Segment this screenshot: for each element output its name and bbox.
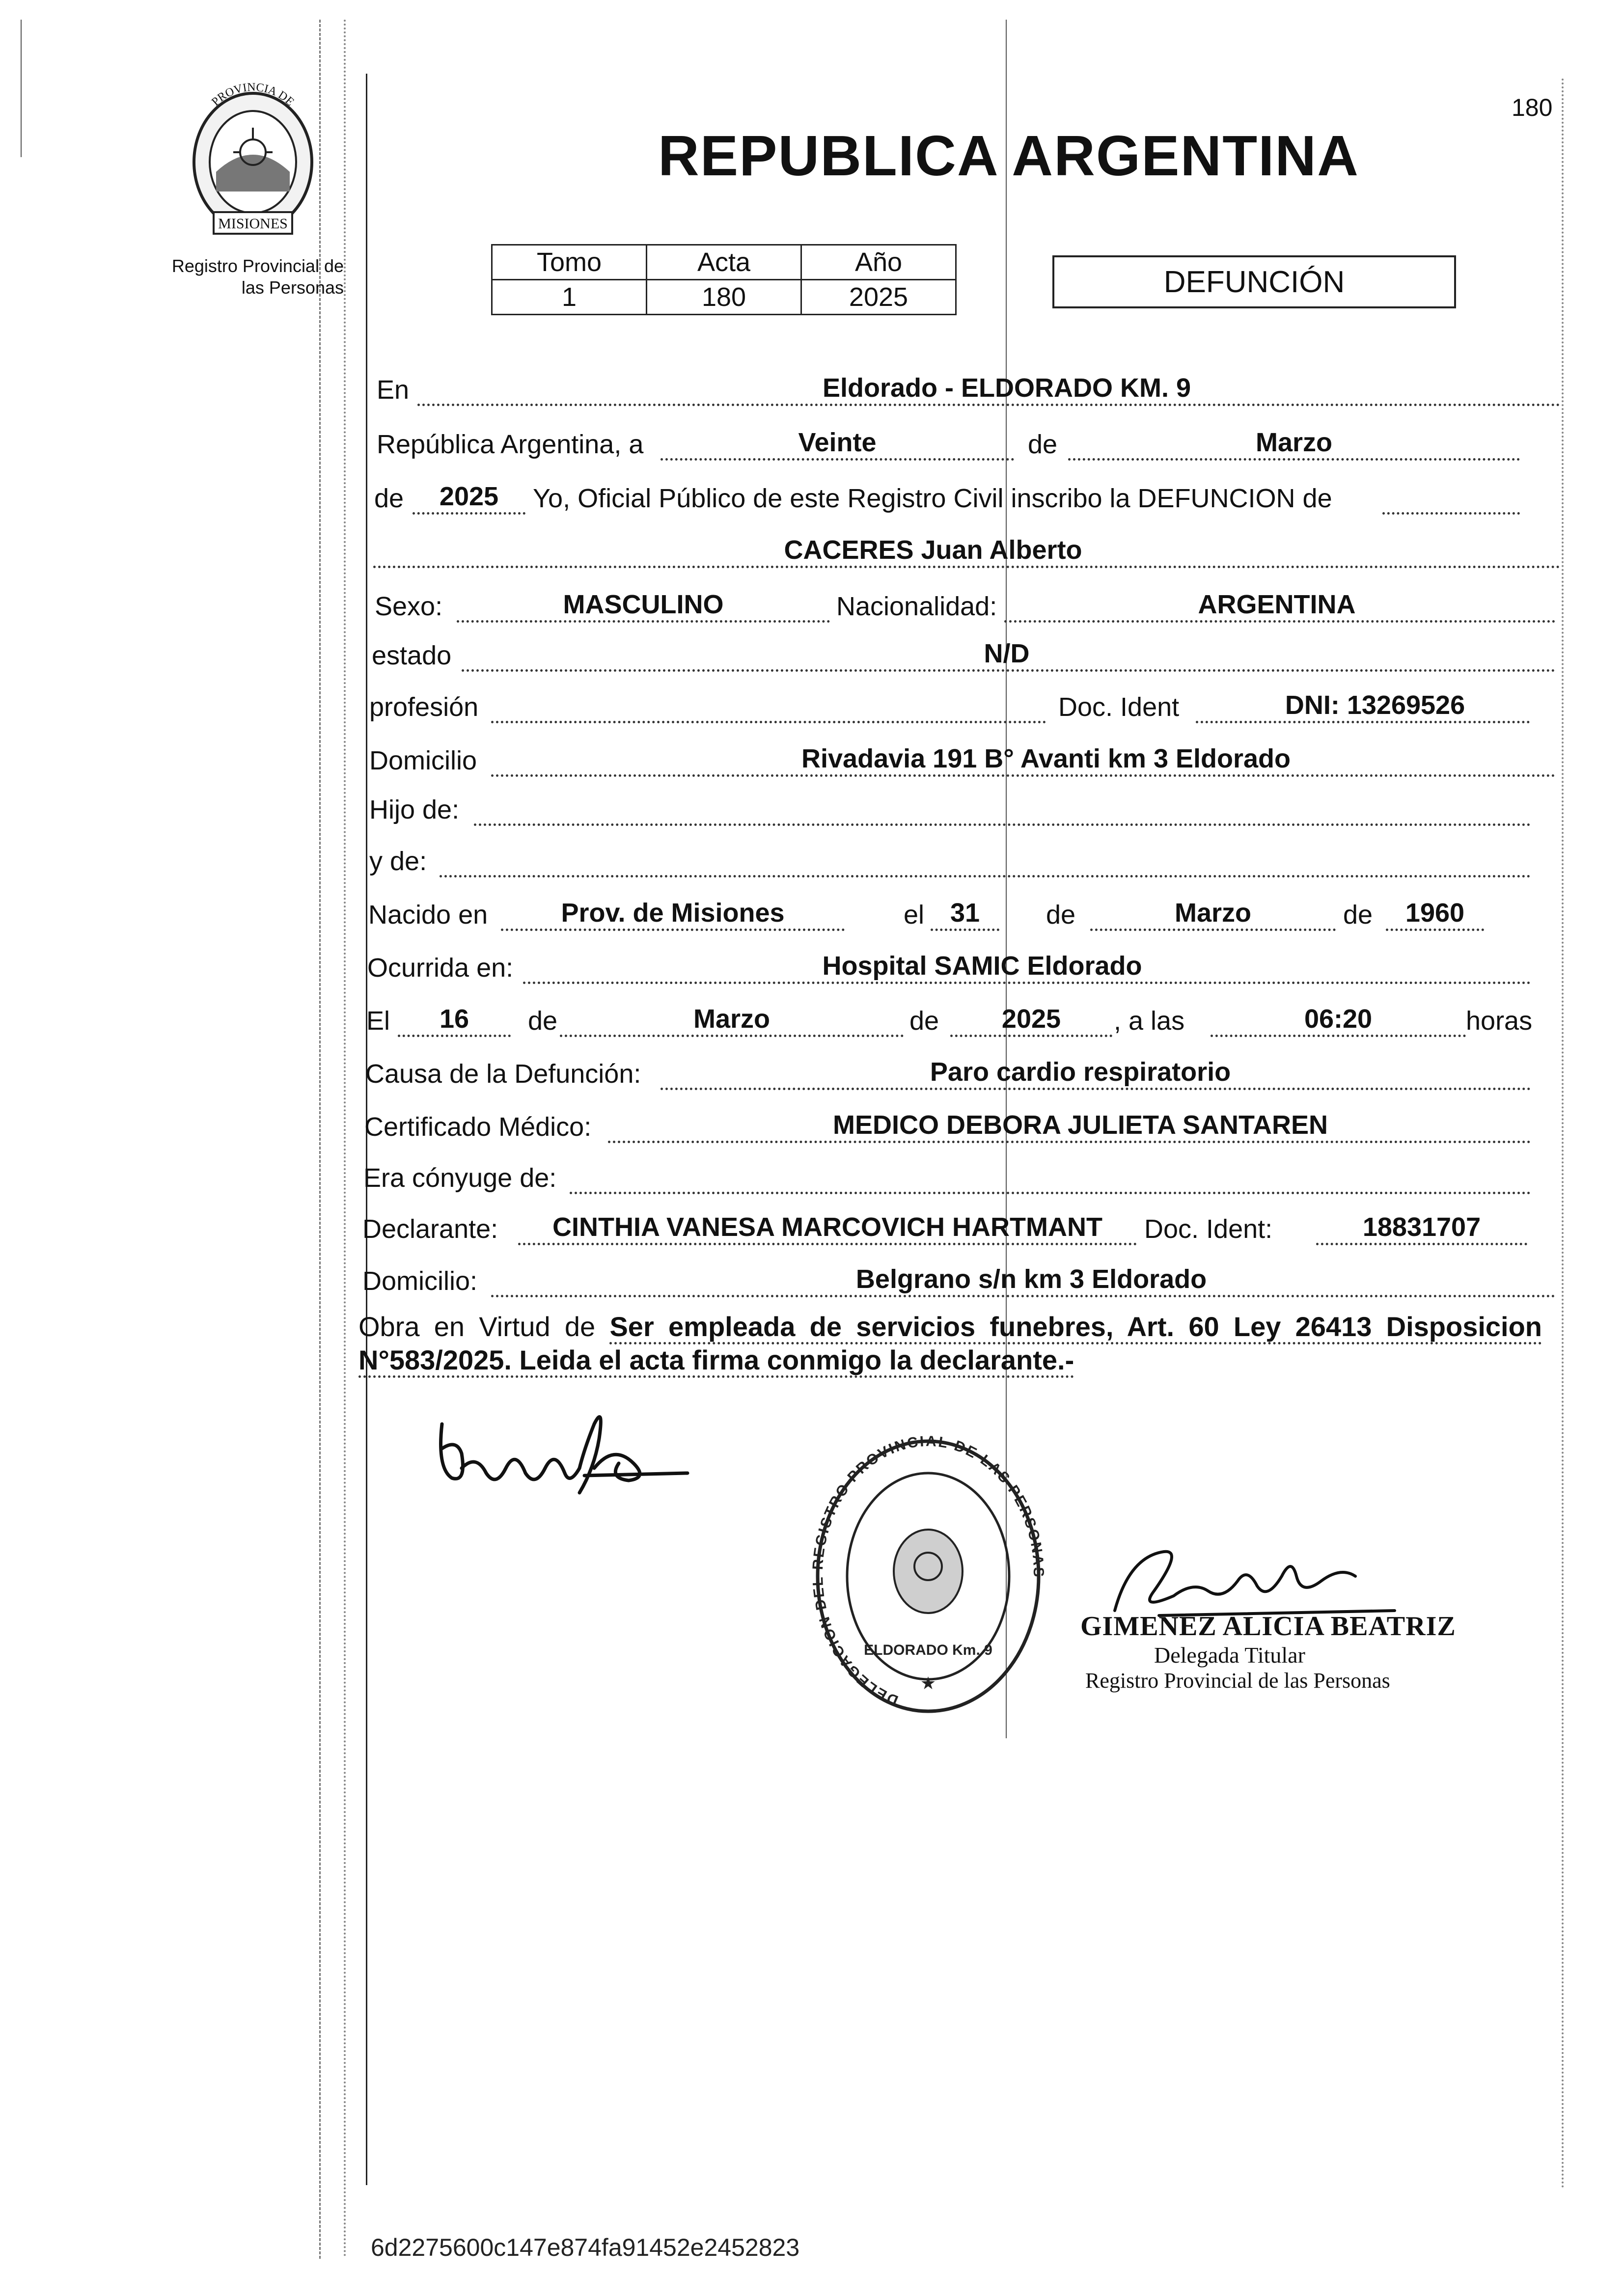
svg-text:PROVINCIA DE: PROVINCIA DE [209,81,297,109]
de-label: de [1046,900,1076,930]
a-las-label: , a las [1114,1006,1185,1036]
obra-text: Ser empleada de servicios funebres, Art. 60 Ley 26413 Disposicion N°583/2025. Leida el acta firma conmigo la declarante.- [358,1311,1542,1378]
conyuge-label: Era cónyuge de: [363,1163,557,1193]
record-table [491,244,957,315]
record-table-header [492,245,956,280]
official-block [1080,1611,1456,1693]
official-signature-icon [1100,1537,1414,1620]
declarante-value: CINTHIA VANESA MARCOVICH HARTMANT [552,1212,1102,1242]
profesion-label: profesión [369,692,479,722]
death-month-value: Marzo [693,1004,770,1034]
svg-text:★: ★ [920,1673,936,1693]
anio-value: 2025 [801,280,956,315]
page-number: 180 [1512,94,1553,121]
row-certificado [0,1109,1624,1148]
row-hijo-de [0,792,1624,831]
ocurrida-value: Hospital SAMIC Eldorado [822,951,1142,981]
year-value: 2025 [439,482,499,511]
nacionalidad-label: Nacionalidad: [836,592,997,621]
row-deceased [0,534,1624,573]
row-declarante [0,1211,1624,1250]
row-nacido [0,897,1624,936]
delegation-stamp-icon [808,1434,1048,1724]
de-label: de [1028,430,1058,459]
row-place [0,372,1624,411]
ocurrida-label: Ocurrida en: [367,953,514,983]
registry-name: Registro Provincial de las Personas [171,256,344,298]
de-label: de [528,1006,558,1036]
row-decl-domicilio [0,1263,1624,1302]
obra-paragraph [358,1310,1542,1377]
row-domicilio [0,742,1624,782]
row-estado [0,637,1624,677]
horas-label: horas [1466,1006,1533,1036]
official-role: Delegada Titular [1154,1643,1305,1668]
acta-value: 180 [647,280,801,315]
scan-edge-line [21,20,22,157]
row-statement [0,480,1624,520]
row-causa [0,1056,1624,1095]
republica-label: República Argentina, a [377,430,644,459]
birth-year-value: 1960 [1405,898,1465,928]
tomo-value: 1 [492,280,647,315]
row-date [0,426,1624,466]
row-sexo [0,588,1624,628]
document-hash: 6d2275600c147e874fa91452e2452823 [371,2234,800,2261]
hijo-de-label: Hijo de: [369,795,460,824]
svg-text:MISIONES: MISIONES [218,216,288,232]
obra-label: Obra en Virtud de [358,1311,596,1342]
declarant-signature-icon [422,1395,697,1522]
death-year-value: 2025 [1001,1004,1061,1034]
acta-header: Acta [647,245,801,280]
nacido-en-label: Nacido en [368,900,488,930]
record-type-box: DEFUNCIÓN [1052,255,1456,308]
decl-domicilio-value: Belgrano s/n km 3 Eldorado [855,1264,1207,1294]
birth-day-value: 31 [950,898,980,928]
declarante-label: Declarante: [362,1214,498,1244]
estado-value: N/D [984,639,1030,668]
domicilio-value: Rivadavia 191 B° Avanti km 3 Eldorado [801,744,1291,773]
deceased-name-value: CACERES Juan Alberto [784,535,1082,565]
estado-label: estado [372,641,452,670]
sexo-label: Sexo: [375,592,443,621]
domicilio-label: Domicilio [369,746,477,775]
nacionalidad-value: ARGENTINA [1198,590,1356,619]
nacido-en-value: Prov. de Misiones [561,898,785,928]
y-de-label: y de: [369,847,427,876]
tomo-header: Tomo [492,245,647,280]
province-seal-icon [177,79,329,246]
de-label: de [1343,900,1373,930]
row-profesion [0,689,1624,728]
anio-header: Año [801,245,956,280]
row-conyuge [0,1160,1624,1199]
causa-label: Causa de la Defunción: [365,1059,641,1089]
doc-ident-value: DNI: 13269526 [1285,690,1465,720]
death-time-value: 06:20 [1304,1004,1373,1034]
place-value: Eldorado - ELDORADO KM. 9 [822,373,1191,403]
decl-doc-label: Doc. Ident: [1144,1214,1273,1244]
doc-ident-label: Doc. Ident [1058,692,1180,722]
svg-text:ELDORADO Km. 9: ELDORADO Km. 9 [864,1642,992,1658]
row-death-date [0,1003,1624,1042]
birth-month-value: Marzo [1174,898,1251,928]
certificado-label: Certificado Médico: [364,1112,592,1142]
death-day-value: 16 [439,1004,469,1034]
certificado-value: MEDICO DEBORA JULIETA SANTAREN [832,1110,1328,1140]
svg-text:DELEGACION DEL REGISTRO PROVIN: DELEGACION DEL REGISTRO PROVINCIAL DE LAS PERSONAS [809,1434,1047,1709]
official-name: GIMENEZ ALICIA BEATRIZ [1080,1611,1456,1642]
document-title: REPUBLICA ARGENTINA [658,124,1359,188]
record-table-values [492,280,956,315]
row-ocurrida [0,950,1624,989]
de-label: de [374,484,404,513]
en-label: En [377,375,410,405]
el-label: El [366,1006,390,1036]
el-label: el [904,900,925,930]
statement-text: Yo, Oficial Público de este Registro Civil inscribo la DEFUNCION de [533,484,1332,513]
de-label: de [909,1006,939,1036]
official-office: Registro Provincial de las Personas [1085,1669,1390,1693]
day-words-value: Veinte [798,428,877,457]
causa-value: Paro cardio respiratorio [930,1057,1231,1087]
row-y-de [0,843,1624,882]
sexo-value: MASCULINO [563,590,724,619]
decl-doc-value: 18831707 [1362,1212,1481,1242]
decl-domicilio-label: Domicilio: [362,1266,478,1296]
month-value: Marzo [1255,428,1332,457]
